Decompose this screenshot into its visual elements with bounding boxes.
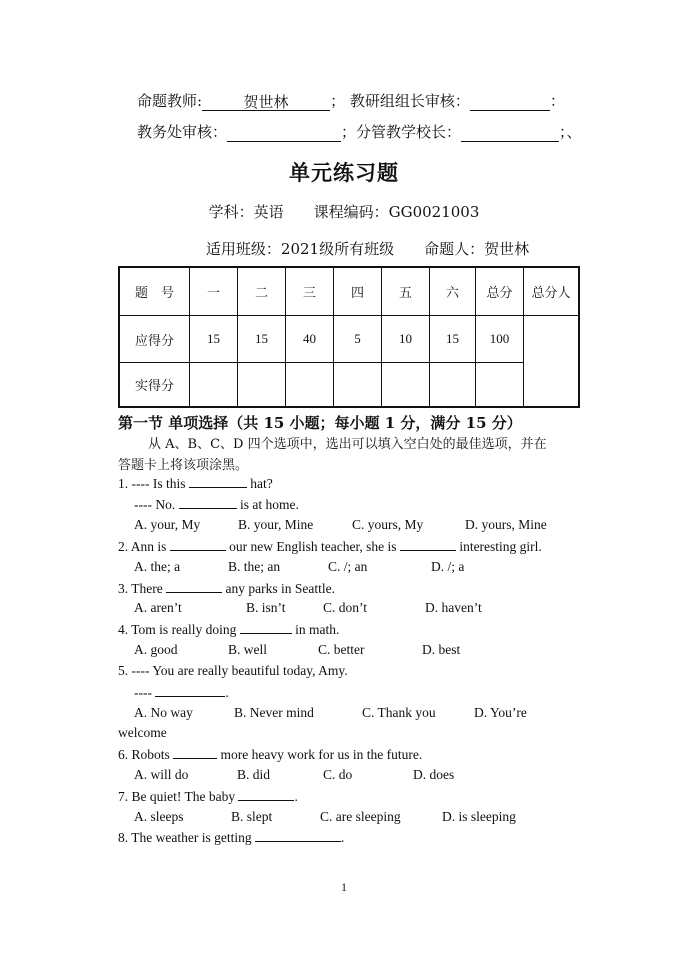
- q5-option-d: D. You’re: [474, 705, 527, 720]
- header-sep-2: ；、: [559, 123, 582, 141]
- actual-score: [238, 363, 286, 406]
- answer-blank: [170, 538, 226, 551]
- col-header: 二: [238, 268, 286, 316]
- col-header: 六: [430, 268, 476, 316]
- q7-option-c: C. are sleeping: [320, 809, 401, 824]
- teacher-name-field: 贺世林: [202, 94, 330, 112]
- q7-option-d: D. is sleeping: [442, 809, 516, 824]
- q6-text-end: more heavy work for us in the future.: [220, 747, 423, 762]
- col-header: 总分人: [524, 268, 578, 316]
- expected-score: 40: [286, 316, 334, 363]
- answer-blank: [173, 746, 217, 759]
- q3-text: 3. There: [118, 581, 163, 596]
- actual-score: [476, 363, 524, 406]
- q7-text-end: .: [294, 789, 298, 804]
- q1-reply-text: ---- No.: [134, 497, 176, 512]
- col-header: 五: [382, 268, 430, 316]
- office-field: [227, 125, 341, 143]
- q2-text: 2. Ann is: [118, 539, 167, 554]
- page-title: 单元练习题: [289, 160, 399, 185]
- q4-option-d: D. best: [422, 642, 461, 657]
- q5-reply-end: .: [225, 685, 229, 700]
- q8-text: 8. The weather is getting: [118, 830, 252, 845]
- question-7-stem: [118, 788, 298, 805]
- principal-field: [461, 125, 559, 143]
- col-header: 四: [334, 268, 382, 316]
- q6-option-b: B. did: [237, 767, 271, 782]
- q4-text-end: in math.: [295, 622, 340, 637]
- q2-text-end: interesting girl.: [459, 539, 542, 554]
- q6-option-a: A. will do: [134, 767, 189, 782]
- answer-blank: [166, 580, 222, 593]
- q6-option-d: D. does: [413, 767, 455, 782]
- actual-score: [430, 363, 476, 406]
- header-sep-1: ：: [549, 92, 565, 110]
- q1-option-b: B. your, Mine: [238, 517, 314, 532]
- section-instructions-1: 从 A、B、C、D 四个选项中，选出可以填入空白处的最佳选项，并在: [148, 437, 547, 452]
- header-line-1: [137, 90, 565, 111]
- q1-option-a: A. your, My: [134, 517, 201, 532]
- q4-option-b: B. well: [228, 642, 267, 657]
- office-label: 教务处审核：: [137, 123, 228, 141]
- q5-reply-text: ----: [134, 685, 152, 700]
- q7-option-b: B. slept: [231, 809, 273, 824]
- answer-blank: [238, 788, 294, 801]
- answer-blank: [255, 829, 341, 842]
- answer-blank: [179, 496, 237, 509]
- q2-option-c: C. /; an: [328, 559, 368, 574]
- question-1-stem: [118, 475, 273, 492]
- score-table: [118, 266, 580, 408]
- expected-score: 15: [190, 316, 238, 363]
- q3-option-d: D. haven’t: [425, 600, 482, 615]
- question-3-stem: [118, 580, 335, 597]
- q8-text-end: .: [340, 830, 345, 845]
- header-line-2: [137, 121, 582, 142]
- q2-option-b: B. the; an: [228, 559, 281, 574]
- review1-field: [470, 94, 550, 112]
- actual-score: [190, 363, 238, 406]
- review1-label: ； 教研组组长审核：: [330, 92, 470, 110]
- scorer-cell: [524, 316, 578, 406]
- q4-option-a: A. good: [134, 642, 178, 657]
- q5-option-b: B. Never mind: [234, 705, 314, 720]
- row-label-number: 题 号: [120, 268, 190, 316]
- expected-score: 15: [238, 316, 286, 363]
- q5-option-c: C. Thank you: [362, 705, 436, 720]
- row-label-expected: 应得分: [120, 316, 190, 363]
- expected-score: 10: [382, 316, 430, 363]
- expected-score: 100: [476, 316, 524, 363]
- q5-option-a: A. No way: [134, 705, 193, 720]
- q6-option-c: C. do: [323, 767, 353, 782]
- col-header: 总分: [476, 268, 524, 316]
- actual-score: [286, 363, 334, 406]
- q1-reply-end: is at home.: [239, 497, 299, 512]
- section-heading: 第一节 单项选择（共 15 小题；每小题 1 分，满分 15 分）: [118, 414, 522, 432]
- expected-score: 15: [430, 316, 476, 363]
- section-instructions-2: 答题卡上将该项涂黑。: [118, 458, 249, 473]
- q4-option-c: C. better: [318, 642, 365, 657]
- q4-text: 4. Tom is really doing: [118, 622, 237, 637]
- answer-blank: [189, 475, 247, 488]
- row-label-actual: 实得分: [120, 363, 190, 406]
- question-4-stem: [118, 621, 339, 638]
- col-header: 三: [286, 268, 334, 316]
- q1-text-end: hat?: [250, 476, 273, 491]
- page-number: 1: [341, 880, 347, 894]
- question-5-stem: 5. ---- You are really beautiful today, Amy.: [118, 663, 348, 678]
- q7-text: 7. Be quiet! The baby: [118, 789, 236, 804]
- q1-option-d: D. yours, Mine: [465, 517, 547, 532]
- question-1-reply: [134, 496, 299, 513]
- class-line: 适用班级：2021级所有班级 命题人：贺世林: [205, 240, 530, 258]
- q5-option-d-wrap: welcome: [118, 725, 167, 740]
- answer-blank: [400, 538, 456, 551]
- q3-text-end: any parks in Seattle.: [225, 581, 335, 596]
- question-2-stem: [118, 538, 542, 555]
- q3-option-c: C. don’t: [323, 600, 368, 615]
- q3-option-b: B. isn’t: [246, 600, 286, 615]
- teacher-label: 命题教师:: [137, 92, 203, 110]
- q7-option-a: A. sleeps: [134, 809, 184, 824]
- col-header: 一: [190, 268, 238, 316]
- question-8-stem: [118, 829, 344, 846]
- q1-option-c: C. yours, My: [352, 517, 424, 532]
- q1-text: 1. ---- Is this: [118, 476, 186, 491]
- actual-score: [382, 363, 430, 406]
- question-5-reply: [134, 684, 229, 701]
- subject-line: 学科：英语 课程编码：GG0021003: [208, 203, 480, 221]
- q2-text-mid: our new English teacher, she is: [229, 539, 397, 554]
- actual-score: [334, 363, 382, 406]
- q2-option-d: D. /; a: [431, 559, 465, 574]
- expected-score: 5: [334, 316, 382, 363]
- q6-text: 6. Robots: [118, 747, 170, 762]
- answer-blank: [155, 684, 225, 697]
- answer-blank: [240, 621, 292, 634]
- q2-option-a: A. the; a: [134, 559, 181, 574]
- principal-label: ；分管教学校长：: [341, 123, 462, 141]
- question-6-stem: [118, 746, 422, 763]
- q3-option-a: A. aren’t: [134, 600, 182, 615]
